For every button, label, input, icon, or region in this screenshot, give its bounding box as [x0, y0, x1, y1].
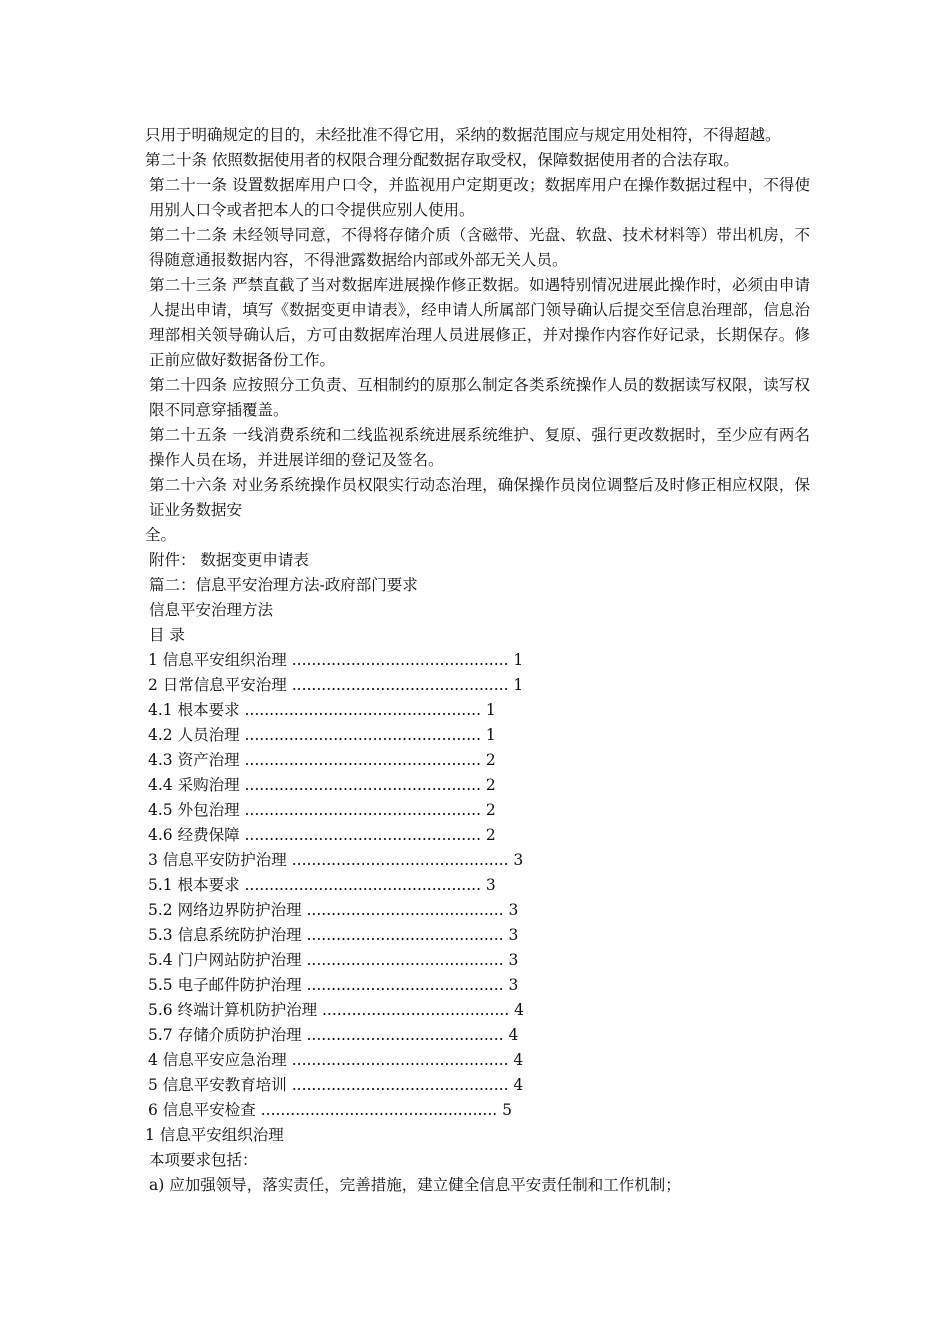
toc-heading: 目 录 [149, 626, 185, 644]
toc-entry: 5.7 存储介质防护治理 ........................................ 4 [148, 1026, 519, 1044]
toc-entry: 5.6 终端计算机防护治理 ...................................... 4 [148, 1001, 525, 1019]
toc-entry: 1 信息平安组织治理 ............................................ 1 [148, 651, 524, 669]
toc-entry: 4.6 经费保障 ................................................ 2 [148, 826, 496, 844]
toc-entry: 5.1 根本要求 ................................................ 3 [148, 876, 496, 894]
toc-entry: 4.1 根本要求 ................................................ 1 [148, 701, 496, 719]
toc-entry: 4.2 人员治理 ................................................ 1 [148, 726, 496, 744]
toc-entry: 5.3 信息系统防护治理 ........................................ 3 [148, 926, 519, 944]
document-body [145, 123, 810, 1198]
article-26: 第二十六条 对业务系统操作员权限实行动态治理，确保操作员岗位调整后及时修正相应权限，保证业务数据安 [149, 476, 810, 519]
article-26-end: 全。 [145, 526, 177, 544]
article-20: 第二十条 依照数据使用者的权限合理分配数据存取受权，保障数据使用者的合法存取。 [145, 151, 739, 169]
attachment-line: 附件： 数据变更申请表 [149, 551, 309, 569]
document-title: 信息平安治理方法 [149, 601, 274, 619]
article-21: 第二十一条 设置数据库用户口令，并监视用户定期更改；数据库用户在操作数据过程中，不得使用别人口令或者把本人的口令提供应别人使用。 [149, 176, 810, 219]
section-heading: 1 信息平安组织治理 [145, 1126, 284, 1144]
article-22: 第二十二条 未经领导同意，不得将存储介质（含磁带、光盘、软盘、技术材料等）带出机房，不得随意通报数据内容，不得泄露数据给内部或外部无关人员。 [149, 226, 810, 269]
toc-entry: 4.3 资产治理 ................................................ 2 [148, 751, 496, 769]
toc-entry: 3 信息平安防护治理 ............................................ 3 [148, 851, 524, 869]
article-24: 第二十四条 应按照分工负责、互相制约的原那么制定各类系统操作人员的数据读写权限，读写权限不同意穿插覆盖。 [149, 376, 810, 419]
toc-entry: 2 日常信息平安治理 ............................................ 1 [148, 676, 524, 694]
toc-entry: 5.4 门户网站防护治理 ........................................ 3 [148, 951, 519, 969]
toc-entry: 6 信息平安检查 ................................................ 5 [148, 1101, 513, 1119]
toc-entry: 4.5 外包治理 ................................................ 2 [148, 801, 496, 819]
toc-entry: 5.2 网络边界防护治理 ........................................ 3 [148, 901, 519, 919]
section-intro: 本项要求包括： [149, 1151, 258, 1169]
paragraph-continuation: 只用于明确规定的目的，未经批准不得它用，采纳的数据范围应与规定用处相符，不得超越。 [145, 126, 781, 144]
toc-entry: 5.5 电子邮件防护治理 ........................................ 3 [148, 976, 519, 994]
article-23: 第二十三条 严禁直截了当对数据库进展操作修正数据。如遇特别情况进展此操作时，必须由申请人提出申请，填写《数据变更申请表》，经申请人所属部门领导确认后提交至信息治理部，信息治理部相关领导确认后，方可由数据库治理人员进展修正，并对操作内容作好记录，长期保存。修正前应做好数据备份工作。 [149, 276, 810, 369]
part-two-title: 篇二：信息平安治理方法-政府部门要求 [149, 576, 418, 594]
toc-entry: 4 信息平安应急治理 ............................................ 4 [148, 1051, 524, 1069]
section-item-a: a) 应加强领导，落实责任，完善措施，建立健全信息平安责任制和工作机制； [149, 1176, 681, 1194]
article-25: 第二十五条 一线消费系统和二线监视系统进展系统维护、复原、强行更改数据时，至少应有两名操作人员在场，并进展详细的登记及签名。 [149, 426, 810, 469]
toc-entry: 5 信息平安教育培训 ............................................ 4 [148, 1076, 524, 1094]
toc-entry: 4.4 采购治理 ................................................ 2 [148, 776, 496, 794]
table-of-contents [145, 648, 810, 1123]
